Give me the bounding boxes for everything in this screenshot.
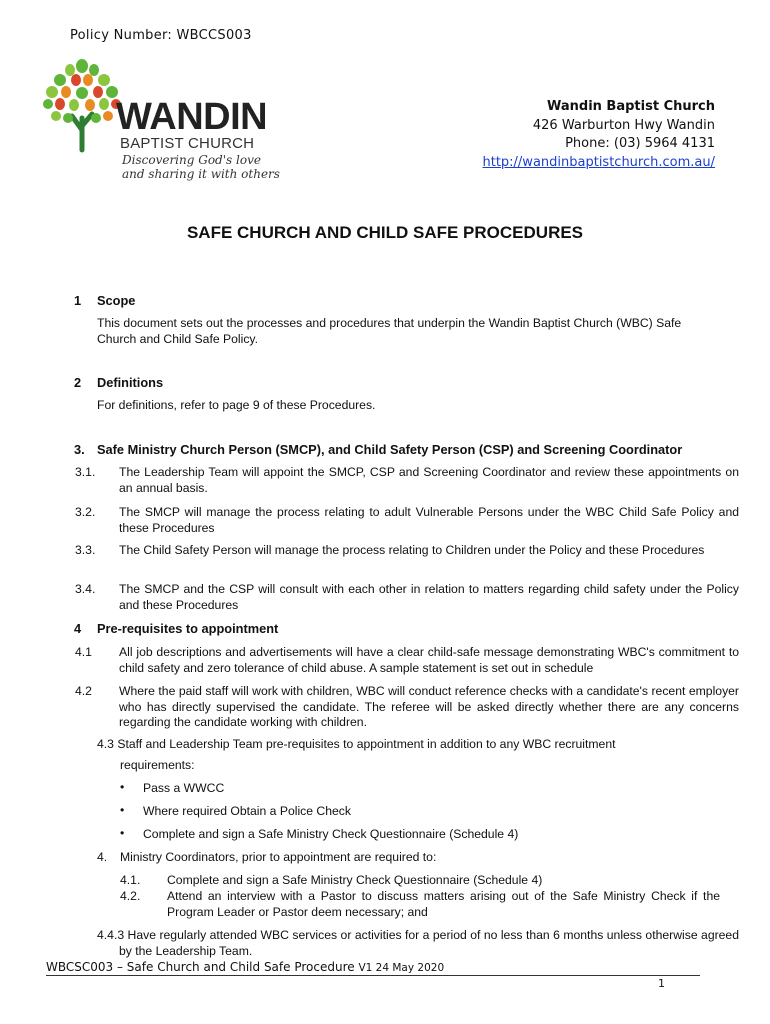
section-1-text — [97, 316, 717, 347]
section-title: Scope — [97, 293, 136, 308]
item-text: Where the paid staff will work with children, WBC will conduct reference checks with a candidate's recent employer who has directly supervised the candidate. The referee will be asked directly whether there are any concerns regarding the candidate working with children. — [119, 684, 739, 729]
church-name: Wandin Baptist Church — [546, 99, 715, 114]
section-title: Definitions — [97, 375, 164, 390]
paragraph-line: This document sets out the processes and procedures that underpin the Wandin Baptist Church (WBC) Safe — [97, 316, 682, 330]
bullet-text: Complete and sign a Safe Ministry Check Questionnaire (Schedule 4) — [143, 827, 519, 841]
item-label: 4. — [97, 850, 108, 864]
item-text: The Child Safety Person will manage the process relating to Children under the Policy and these Procedures — [119, 543, 705, 557]
contact-block — [482, 98, 715, 172]
page-footer — [46, 960, 700, 976]
item-label: 3.1. — [75, 465, 96, 479]
list-item — [75, 645, 739, 676]
subitem-label: 4.1. — [120, 873, 141, 887]
bullet-text: Where required Obtain a Police Check — [143, 804, 351, 818]
policy-number: Policy Number: WBCCS003 — [70, 28, 252, 43]
section-number: 3. — [74, 442, 85, 457]
list-item — [75, 543, 739, 559]
bullet-icon: • — [120, 780, 125, 794]
item-4-3-line: 4.3 Staff and Leadership Team pre-requisites to appointment in addition to any WBC recruitment — [97, 737, 616, 751]
logo-tagline: Discovering God's love — [122, 153, 261, 167]
list-item — [75, 505, 739, 536]
subitem-text: Attend an interview with a Pastor to discuss matters arising out of the Safe Ministry Check if the Program Leader or Pastor deem necessary; and — [167, 889, 720, 919]
item-label: 3.2. — [75, 505, 96, 519]
list-item — [75, 684, 739, 731]
subitem-text: Complete and sign a Safe Ministry Check Questionnaire (Schedule 4) — [167, 873, 543, 887]
list-item — [75, 582, 739, 613]
item-4-4-3: 4.4.3 Have regularly attended WBC services or activities for a period of no less than 6 months unless otherwise agreed by the Leadership Team. — [97, 928, 739, 958]
church-phone: Phone: (03) 5964 4131 — [565, 136, 715, 151]
bullet-icon: • — [120, 803, 125, 817]
logo-subtitle: BAPTIST CHURCH — [120, 135, 255, 152]
item-text: The SMCP and the CSP will consult with each other in relation to matters regarding child safety under the Policy and these Procedures — [119, 582, 739, 612]
section-number: 4 — [74, 621, 82, 636]
church-address: 426 Warburton Hwy Wandin — [532, 117, 715, 133]
bullet-text: Pass a WWCC — [143, 781, 225, 795]
section-title: Pre-requisites to appointment — [97, 621, 279, 636]
tree-icon — [42, 58, 122, 153]
section-2-text: For definitions, refer to page 9 of these Procedures. — [97, 398, 376, 412]
item-text: The SMCP will manage the process relating to adult Vulnerable Persons under the WBC Child Safe Policy and these Procedures — [119, 505, 739, 535]
item-label: 4.2 — [75, 684, 92, 698]
section-number: 1 — [74, 293, 82, 308]
document-title: SAFE CHURCH AND CHILD SAFE PROCEDURES — [186, 223, 584, 242]
logo-name: WANDIN — [116, 96, 268, 138]
page-number: 1 — [658, 977, 665, 990]
item-4-3-line: requirements: — [120, 758, 195, 772]
footer-version: V1 24 May 2020 — [358, 962, 445, 974]
item-text: Ministry Coordinators, prior to appointment are required to: — [120, 850, 437, 864]
logo-tagline: and sharing it with others — [122, 167, 280, 181]
item-label: 3.3. — [75, 543, 96, 557]
list-item — [75, 465, 739, 496]
footer-title: WBCSC003 – Safe Church and Child Safe Procedure — [46, 960, 355, 974]
church-website-link[interactable]: http://wandinbaptistchurch.com.au/ — [482, 154, 715, 170]
item-text: The Leadership Team will appoint the SMCP, CSP and Screening Coordinator and review these appointments on an annual basis. — [119, 465, 739, 495]
section-title: Safe Ministry Church Person (SMCP), and Child Safety Person (CSP) and Screening Coordinator — [97, 442, 683, 457]
paragraph-line: Church and Child Safe Policy. — [97, 331, 259, 346]
item-label: 3.4. — [75, 582, 96, 596]
subitem-label: 4.2. — [120, 889, 141, 903]
section-number: 2 — [74, 375, 82, 390]
item-label: 4.1 — [75, 645, 92, 659]
item-text: All job descriptions and advertisements will have a clear child-safe message demonstrating WBC's commitment to child safety and zero tolerance of child abuse. A sample statement is set out in schedule — [119, 645, 739, 675]
bullet-icon: • — [120, 826, 125, 840]
church-logo — [42, 58, 282, 188]
